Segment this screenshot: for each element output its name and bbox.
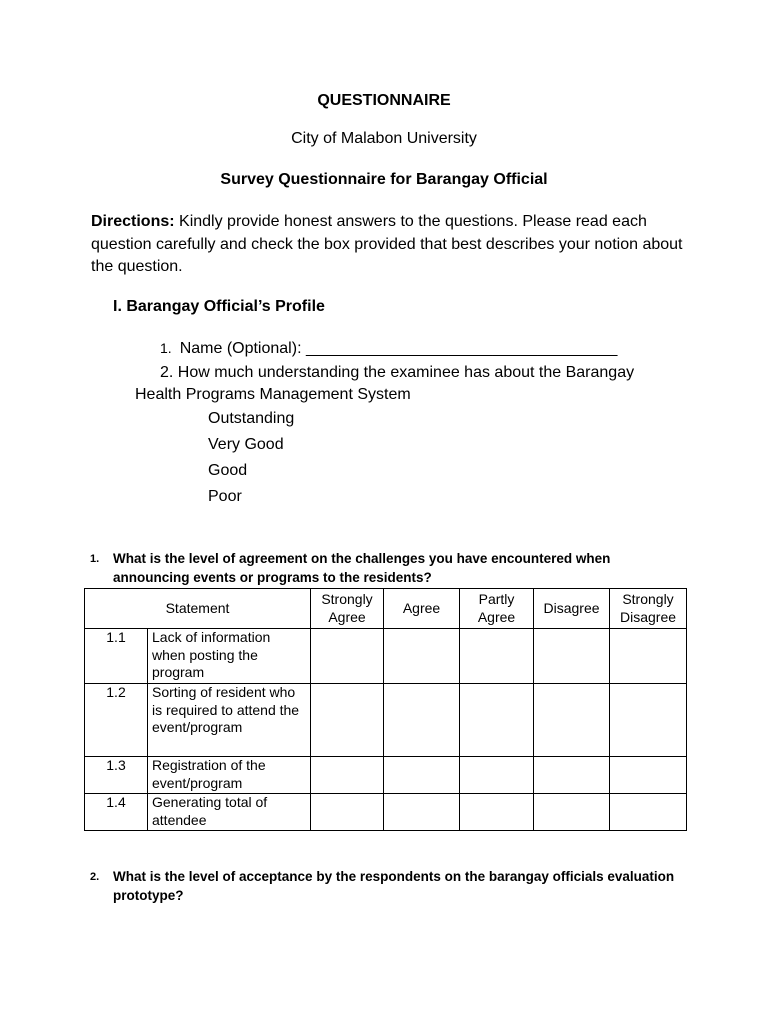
header-agree: Agree (384, 589, 460, 629)
row-statement: Generating total of attendee (148, 794, 311, 831)
checkbox-icon[interactable] (460, 757, 534, 794)
checkbox-icon[interactable] (384, 684, 460, 757)
name-question (160, 340, 617, 358)
checkbox-icon[interactable] (534, 684, 610, 757)
header-disagree: Disagree (534, 589, 610, 629)
understanding-question-line2: Health Programs Management System (135, 386, 411, 403)
checkbox-icon[interactable] (311, 684, 384, 757)
profile-section-title: I. Barangay Official’s Profile (113, 298, 325, 315)
checkbox-icon[interactable] (534, 629, 610, 684)
table-row (85, 684, 687, 757)
agreement-question (90, 549, 690, 587)
row-number: 1.1 (85, 629, 148, 684)
agreement-question-text: What is the level of agreement on the challenges you have encountered when announcing events or programs to the residents? (113, 551, 611, 585)
page-title: QUESTIONNAIRE (317, 92, 451, 109)
checkbox-icon[interactable] (460, 684, 534, 757)
checkbox-icon[interactable] (460, 794, 534, 831)
checkbox-icon[interactable] (610, 794, 687, 831)
checkbox-icon[interactable] (610, 757, 687, 794)
row-statement: Registration of the event/program (148, 757, 311, 794)
checkbox-icon[interactable] (384, 794, 460, 831)
table-row (85, 794, 687, 831)
checkbox-icon[interactable] (610, 684, 687, 757)
row-number: 1.2 (85, 684, 148, 757)
option-good[interactable] (203, 462, 247, 480)
table-header-row (85, 589, 687, 629)
row-number: 1.4 (85, 794, 148, 831)
survey-title: Survey Questionnaire for Barangay Official (220, 171, 548, 188)
row-statement: Sorting of resident who is required to attend the event/program (148, 684, 311, 757)
table-row (85, 629, 687, 684)
option-very-good[interactable] (203, 436, 284, 454)
checkbox-icon[interactable] (311, 629, 384, 684)
header-statement: Statement (85, 589, 311, 629)
university-name: City of Malabon University (291, 130, 477, 147)
checkbox-icon[interactable] (534, 757, 610, 794)
checkbox-icon[interactable] (311, 757, 384, 794)
name-question-label[interactable]: Name (Optional): ___________________________________ (179, 340, 618, 357)
row-statement: Lack of information when posting the program (148, 629, 311, 684)
understanding-question-line1: 2. How much understanding the examinee has about the Barangay (160, 364, 635, 381)
option-label: Good (208, 462, 248, 479)
checkbox-icon[interactable] (534, 794, 610, 831)
checkbox-icon[interactable] (311, 794, 384, 831)
option-label: Poor (208, 488, 242, 505)
agreement-table (84, 588, 687, 831)
table-row (85, 757, 687, 794)
directions-paragraph (91, 211, 691, 279)
option-poor[interactable] (203, 488, 242, 506)
header-strongly-agree: Strongly Agree (311, 589, 384, 629)
header-strongly-disagree: Strongly Disagree (610, 589, 687, 629)
acceptance-question-number: 2. (90, 871, 100, 883)
checkbox-icon[interactable] (384, 757, 460, 794)
option-label: Outstanding (208, 410, 295, 427)
acceptance-question (90, 867, 690, 905)
directions-text: Kindly provide honest answers to the questions. Please read each question carefully and check the box provided that best describes your notion about the question. (91, 213, 683, 275)
option-outstanding[interactable] (203, 410, 294, 428)
row-number: 1.3 (85, 757, 148, 794)
directions-label: Directions: (91, 213, 175, 230)
name-question-number: 1. (160, 340, 172, 356)
checkbox-icon[interactable] (460, 629, 534, 684)
acceptance-question-text: What is the level of acceptance by the respondents on the barangay officials evaluation prototype? (113, 869, 675, 903)
checkbox-icon[interactable] (610, 629, 687, 684)
agreement-question-number: 1. (90, 553, 100, 565)
option-label: Very Good (208, 436, 284, 453)
checkbox-icon[interactable] (384, 629, 460, 684)
header-partly-agree: Partly Agree (460, 589, 534, 629)
